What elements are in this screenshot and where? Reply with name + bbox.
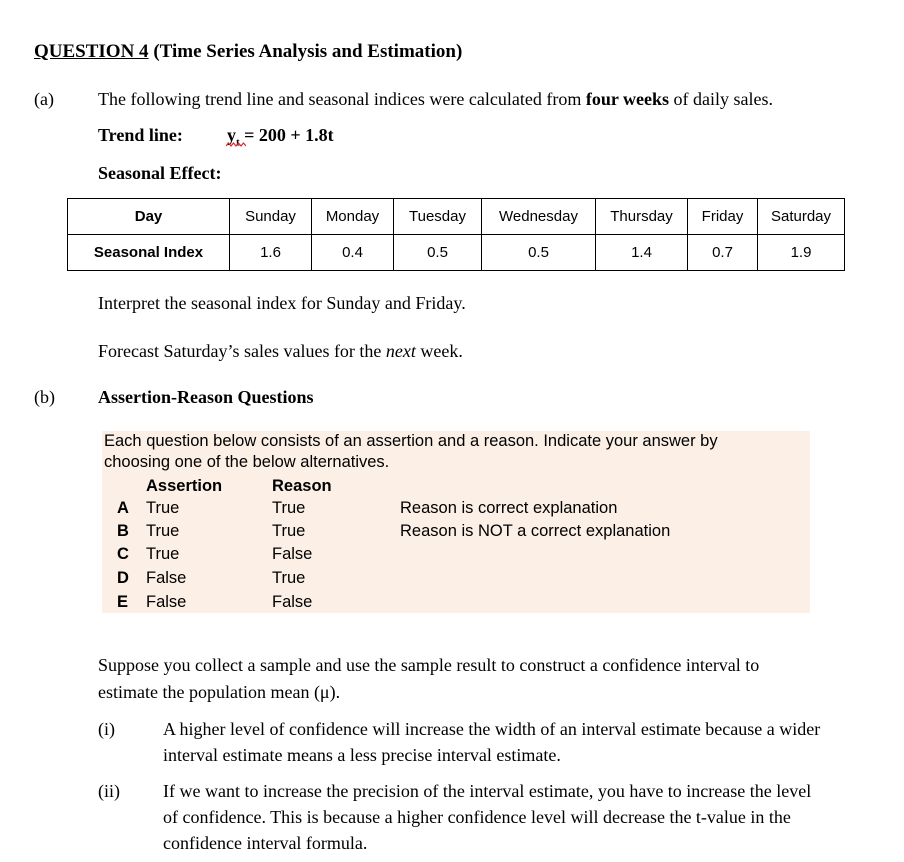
scenario-line-1: Suppose you collect a sample and use the sample result to construct a confidence interval to bbox=[98, 655, 760, 675]
ar-option-assertion: True bbox=[146, 499, 180, 517]
table-cell-day: Monday bbox=[312, 199, 394, 235]
table-cell-day: Friday bbox=[688, 199, 758, 235]
item-label: (i) bbox=[98, 719, 115, 739]
item-i-line-1: A higher level of confidence will increase the width of an interval estimate because a wider bbox=[163, 719, 821, 739]
trend-y: y bbox=[227, 125, 236, 145]
ar-option-letter: C bbox=[117, 545, 129, 563]
table-cell-day: Wednesday bbox=[482, 199, 596, 235]
ar-option-letter: B bbox=[117, 522, 129, 540]
ar-option-letter: A bbox=[117, 499, 129, 517]
trend-equation bbox=[227, 125, 334, 149]
scenario-line-2: estimate the population mean (μ). bbox=[98, 682, 341, 702]
forecast-text: Forecast Saturday’s sales values for the bbox=[98, 341, 382, 361]
ar-instructions-1: Each question below consists of an assertion and a reason. Indicate your answer by bbox=[104, 432, 718, 450]
task-interpret: Interpret the seasonal index for Sunday and Friday. bbox=[98, 293, 466, 313]
ar-column-assertion: Assertion bbox=[146, 477, 223, 495]
trend-yt bbox=[227, 125, 240, 149]
ar-option-assertion: True bbox=[146, 522, 180, 540]
table-cell-index: 0.5 bbox=[482, 235, 596, 271]
ar-option-reason: False bbox=[272, 545, 313, 563]
ar-option-assertion: True bbox=[146, 545, 180, 563]
ar-option-explanation: Reason is NOT a correct explanation bbox=[400, 522, 671, 540]
trend-label: Trend line: bbox=[98, 125, 183, 145]
ar-column-reason: Reason bbox=[272, 477, 332, 495]
ar-option-letter: D bbox=[117, 569, 129, 587]
ar-option-assertion: False bbox=[146, 593, 187, 611]
item-i-line-2: interval estimate means a less precise interval estimate. bbox=[163, 745, 561, 765]
ar-option-assertion: False bbox=[146, 569, 187, 587]
table-cell-index: 0.7 bbox=[688, 235, 758, 271]
question-topic: (Time Series Analysis and Estimation) bbox=[153, 41, 463, 62]
ar-option-reason: True bbox=[272, 569, 306, 587]
spellcheck-squiggle-icon bbox=[226, 142, 246, 148]
seasonal-effect-label: Seasonal Effect: bbox=[98, 163, 222, 183]
part-b-label: (b) bbox=[34, 387, 55, 407]
table-cell-day: Thursday bbox=[596, 199, 688, 235]
table-cell-index: 1.4 bbox=[596, 235, 688, 271]
part-a-label: (a) bbox=[34, 89, 54, 109]
item-ii-line-2: of confidence. This is because a higher confidence level will decrease the t-value in the bbox=[163, 807, 791, 827]
table-cell-index: 0.5 bbox=[394, 235, 482, 271]
row-header-day: Day bbox=[68, 199, 230, 235]
table-cell-index: 1.6 bbox=[230, 235, 312, 271]
ar-option-reason: True bbox=[272, 499, 306, 517]
question-number: QUESTION 4 bbox=[34, 41, 149, 62]
intro-text-end: of daily sales. bbox=[673, 89, 773, 109]
ar-instructions-2: choosing one of the below alternatives. bbox=[104, 453, 390, 471]
table-cell-index: 1.9 bbox=[758, 235, 845, 271]
task-forecast bbox=[98, 341, 463, 362]
part-a-intro bbox=[98, 89, 773, 110]
row-header-seasonal-index: Seasonal Index bbox=[68, 235, 230, 271]
ar-option-explanation: Reason is correct explanation bbox=[400, 499, 618, 517]
item-ii-line-3: confidence interval formula. bbox=[163, 833, 368, 853]
trend-t-sub: t bbox=[236, 136, 240, 149]
table-cell-index: 0.4 bbox=[312, 235, 394, 271]
table-cell-day: Saturday bbox=[758, 199, 845, 235]
table-row-indices bbox=[68, 235, 845, 271]
trend-rhs: = 200 + 1.8t bbox=[244, 125, 334, 145]
table-cell-day: Sunday bbox=[230, 199, 312, 235]
seasonal-index-table bbox=[67, 198, 845, 271]
question-title bbox=[34, 41, 462, 63]
table-cell-day: Tuesday bbox=[394, 199, 482, 235]
intro-bold: four weeks bbox=[585, 89, 669, 109]
intro-text: The following trend line and seasonal indices were calculated from bbox=[98, 89, 582, 109]
table-row-days bbox=[68, 199, 845, 235]
ar-option-reason: False bbox=[272, 593, 313, 611]
forecast-text-end: week. bbox=[420, 341, 463, 361]
ar-option-reason: True bbox=[272, 522, 306, 540]
ar-option-letter: E bbox=[117, 593, 129, 611]
part-b-heading: Assertion-Reason Questions bbox=[98, 387, 314, 407]
item-ii-line-1: If we want to increase the precision of the interval estimate, you have to increase the level bbox=[163, 781, 812, 801]
forecast-italic: next bbox=[385, 341, 416, 361]
item-label: (ii) bbox=[98, 781, 120, 801]
